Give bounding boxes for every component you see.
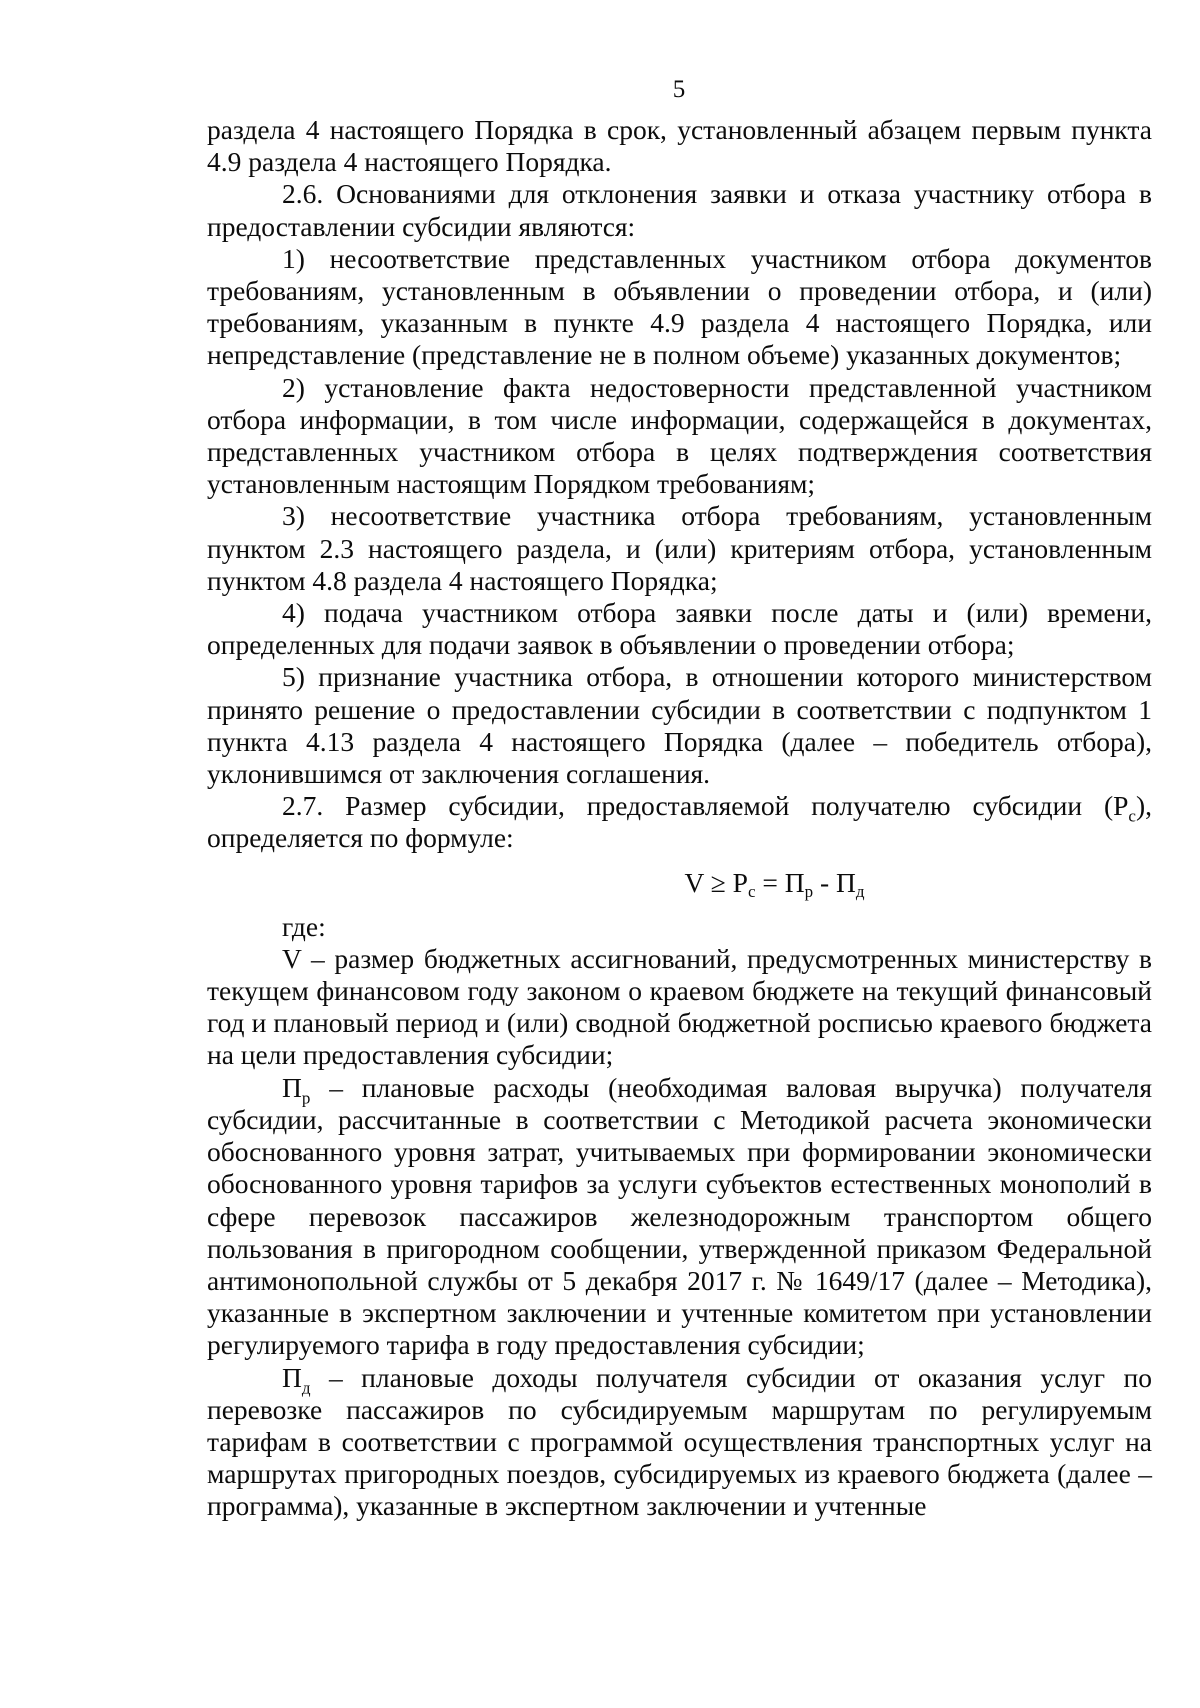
paragraph-item-2: 2) установление факта недостоверности представленной участником отбора информации, в том числе информации, содержащейся в документах, представленных участником отбора в целях подтверждения соответствия установленным настоящим Порядком требованиям; [207, 371, 1152, 500]
paragraph-continuation: раздела 4 настоящего Порядка в срок, установленный абзацем первым пункта 4.9 раздела 4 настоящего Порядка. [207, 114, 1152, 178]
paragraph-item-1: 1) несоответствие представленных участником отбора документов требованиям, установленным в объявлении о проведении отбора, и (или) требованиям, указанным в пункте 4.9 раздела 4 настоящего Порядка, или непредставление (представление не в полном объеме) указанных документов; [207, 242, 1152, 371]
formula-sub-d: д [855, 881, 865, 901]
subscript-c: с [1128, 806, 1136, 826]
symbol-pp: П [282, 1071, 302, 1103]
symbol-pd: П [282, 1361, 302, 1393]
paragraph-2-7-text: 2.7. Размер субсидии, предоставляемой получателю субсидии (Р [282, 790, 1129, 822]
paragraph-item-3: 3) несоответствие участника отбора требованиям, установленным пунктом 2.3 настоящего раздела, и (или) критериям отбора, установленным пунктом 4.8 раздела 4 настоящего Порядка; [207, 500, 1152, 596]
paragraph-item-5: 5) признание участника отбора, в отношении которого министерством принято решение о предоставлении субсидии в соответствии с подпунктом 1 пункта 4.13 раздела 4 настоящего Порядка (далее – победитель отбора), уклонившимся от заключения соглашения. [207, 661, 1152, 790]
formula-sub-p: р [804, 881, 814, 901]
formula-sub-c: с [747, 881, 756, 901]
paragraph-item-4: 4) подача участником отбора заявки после даты и (или) времени, определенных для подачи заявок в объявлении о проведении отбора; [207, 597, 1152, 661]
symbol-pp-sub: р [301, 1088, 311, 1108]
formula-minus: - П [813, 866, 856, 898]
where-label: где: [282, 910, 326, 942]
definition-v: V – размер бюджетных ассигнований, предусмотренных министерству в текущем финансовом году законом о краевом бюджете на текущий финансовый год и плановый период и (или) сводной бюджетной росписью краевого бюджета на цели предоставления субсидии; [207, 942, 1152, 1071]
definition-pd [207, 1362, 1152, 1523]
page-number: 5 [672, 76, 686, 103]
formula [207, 855, 1152, 911]
paragraph-2-7-text-end: ), определяется по формуле: [207, 790, 1152, 854]
paragraph-2-6: 2.6. Основаниями для отклонения заявки и отказа участнику отбора в предоставлении субсидии являются: [207, 178, 1152, 242]
symbol-pd-sub: д [301, 1378, 311, 1398]
paragraph-2-7 [207, 790, 1152, 854]
formula-lhs: V ≥ Р [684, 866, 748, 898]
definition-pp [207, 1072, 1152, 1362]
formula-eq: = П [755, 866, 805, 898]
document-body [207, 114, 1152, 1523]
definition-pp-text: – плановые расходы (необходимая валовая выручка) получателя субсидии, рассчитанные в соответствии с Методикой расчета экономически обоснованного уровня затрат, учитываемых при формировании экономически обоснованного уровня тарифов за услуги субъектов естественных монополий в сфере перевозок пассажиров железнодорожным транспортом общего пользования в пригородном сообщении, утвержденной приказом Федеральной антимонопольной службы от 5 декабря 2017 г. № 1649/17 (далее – Методика), указанные в экспертном заключении и учтенные комитетом при установлении регулируемого тарифа в году предоставления субсидии; [207, 1071, 1152, 1361]
definition-pd-text: – плановые доходы получателя субсидии от оказания услуг по перевозке пассажиров по субсидируемым маршрутам по регулируемым тарифам в соответствии с программой осуществления транспортных услуг на маршрутах пригородных поездов, субсидируемых из краевого бюджета (далее – программа), указанные в экспертном заключении и учтенные [207, 1361, 1152, 1522]
